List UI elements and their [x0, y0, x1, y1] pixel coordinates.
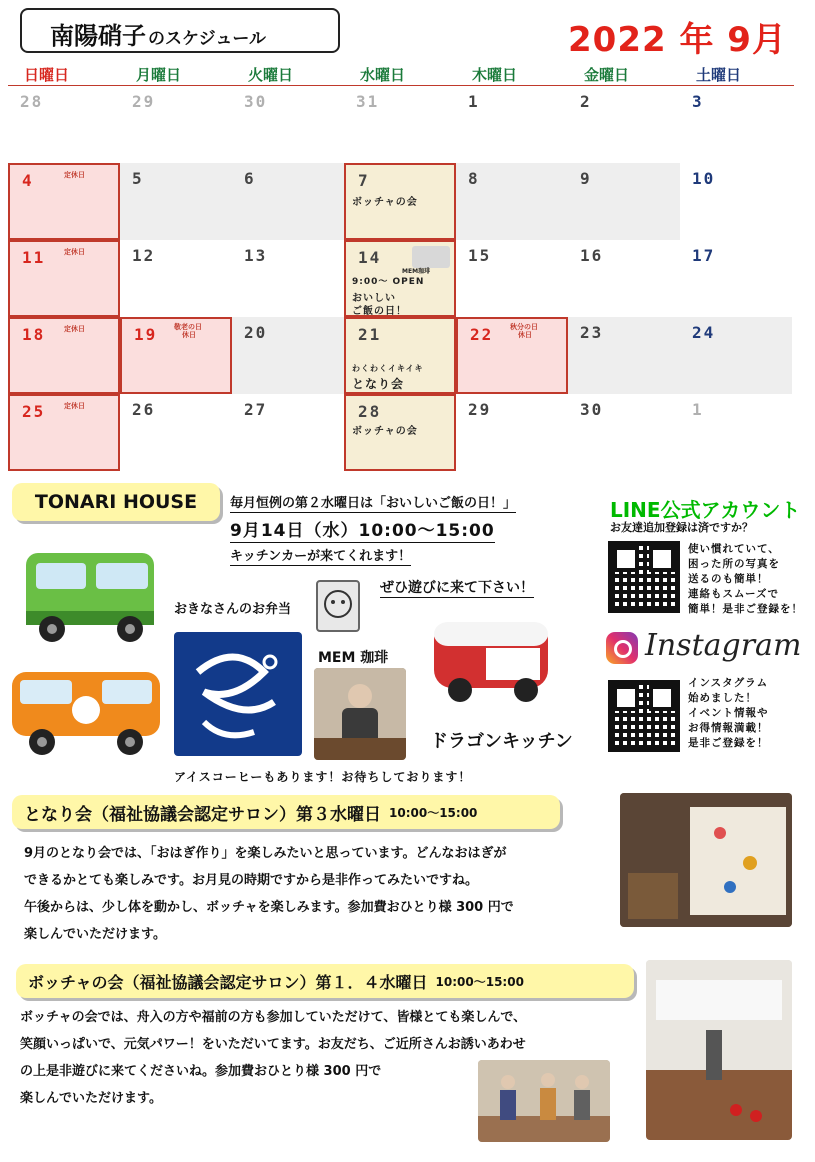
orange-van-image — [6, 664, 166, 764]
boccia-photo-room — [646, 960, 792, 1140]
day-number: 19 — [134, 325, 158, 344]
instagram-qr-code[interactable] — [608, 680, 680, 752]
day-number: 15 — [468, 246, 492, 265]
day-number: 5 — [132, 169, 144, 188]
tonari-kai-heading: となり会（福祉協議会認定サロン）第３水曜日 10:00〜15:00 — [12, 795, 560, 829]
closed-note: 定休日 — [64, 402, 85, 410]
day-number: 31 — [356, 92, 380, 111]
instagram-icon — [606, 632, 638, 664]
day-number: 16 — [580, 246, 604, 265]
line-description: 使い慣れていて、 困った所の写真を 送るのも簡単！ 連絡もスムーズで 簡単！是非ご登録を！ — [688, 543, 803, 615]
calendar-cell-event — [344, 394, 456, 471]
boccia-kai-body: ボッチャの会では、舟入の方や福前の方も参加していただけて、皆様とても楽しんで、 笑顔いっぱいで、元気パワー！をいただいてます。お友だち、ご近所さんお誘いあわせ の上是非遊びに来てくださいね。参加費おひとり様 300 円で 楽しんでいただけます。 — [20, 1010, 527, 1106]
day-number: 24 — [692, 323, 716, 342]
weekday-thu: 木曜日 — [472, 66, 518, 84]
dragon-caption: ドラゴンキッチン — [430, 731, 573, 752]
calendar-cell — [120, 240, 232, 317]
day-number: 13 — [244, 246, 268, 265]
day-number: 12 — [132, 246, 156, 265]
day-number: 29 — [132, 92, 156, 111]
kitchen-car-note: キッチンカーが来てくれます！ — [230, 549, 412, 564]
mem-caption: MEM 珈琲 — [318, 650, 389, 666]
calendar-cell — [120, 86, 232, 163]
monthly-note: 毎月恒例の第２水曜日は「おいしいご飯の日！」 — [230, 496, 517, 511]
calendar-cell-holiday — [456, 317, 568, 394]
day-number: 1 — [468, 92, 480, 111]
okina-logo — [316, 580, 360, 632]
day-number: 4 — [22, 171, 34, 190]
day-number: 3 — [692, 92, 704, 111]
tonari-event: となり会 — [352, 377, 405, 391]
weekday-tue: 火曜日 — [248, 66, 294, 84]
day-number: 17 — [692, 246, 716, 265]
calendar-cell — [568, 86, 680, 163]
tonari-kai-body: 9月のとなり会では、「おはぎ作り」を楽しみたいと思っています。どんなおはぎが できるかとても楽しみです。お月見の時期ですから是非作ってみたいですね。 午後からは、少し体を動かし、ボッチャを楽しみます。参加費おひとり様 300 円で 楽しんでいただけます。 — [24, 846, 514, 942]
waku-note: わくわくイキイキ — [352, 364, 424, 373]
calendar-cell-event — [344, 163, 456, 240]
calendar-cell-holiday — [8, 240, 120, 317]
oishii-line1: おいしい — [352, 293, 396, 304]
calendar-cell — [568, 240, 680, 317]
calendar-cell — [120, 394, 232, 471]
calendar-cell — [120, 163, 232, 240]
day-number: 20 — [244, 323, 268, 342]
line-account-heading: LINE公式アカウント — [610, 498, 801, 522]
day-number: 11 — [22, 248, 46, 267]
kyuujitsu-note: 休日 — [518, 331, 532, 339]
calendar-cell-holiday — [8, 317, 120, 394]
keiro-note: 敬老の日 — [174, 323, 202, 331]
calendar-cell — [568, 317, 680, 394]
closed-note: 定休日 — [64, 325, 85, 333]
day-number: 27 — [244, 400, 268, 419]
schedule-label: のスケジュール — [148, 29, 266, 49]
boccia-photo-players — [478, 1060, 610, 1142]
calendar-cell — [456, 394, 568, 471]
calendar-cell — [680, 240, 792, 317]
boccia-event: ボッチャの会 — [352, 197, 418, 208]
calendar-cell — [680, 394, 792, 471]
calendar-cell — [568, 394, 680, 471]
day-number: 6 — [244, 169, 256, 188]
okina-bento-image — [174, 632, 302, 756]
tonari-house-tag: TONARI HOUSE — [12, 483, 220, 521]
day-number: 1 — [692, 400, 704, 419]
calendar-cell — [232, 394, 344, 471]
mem-coffee-small: MEM珈琲 — [402, 268, 431, 275]
weekday-header — [8, 62, 794, 86]
day-number: 9 — [580, 169, 592, 188]
calendar-cell — [680, 163, 792, 240]
weekday-sat: 土曜日 — [696, 66, 742, 84]
day-number: 22 — [470, 325, 494, 344]
invite-note: ぜひ遊びに来て下さい！ — [380, 580, 534, 596]
oishii-line2: ご飯の日！ — [352, 306, 407, 317]
boccia-event: ボッチャの会 — [352, 426, 418, 437]
calendar-cell — [568, 163, 680, 240]
calendar-cell-holiday — [120, 317, 232, 394]
event-datetime: 9月14日（水）10:00〜15:00 — [230, 521, 495, 541]
instagram-description: インスタグラム 始めました！ イベント情報や お得情報満載！ 是非ご登録を！ — [688, 677, 769, 749]
day-number: 14 — [358, 248, 382, 267]
calendar-cell — [456, 86, 568, 163]
closed-note: 定休日 — [64, 171, 85, 179]
day-number: 2 — [580, 92, 592, 111]
day-number: 8 — [468, 169, 480, 188]
mem-coffee-photo — [314, 668, 406, 760]
calendar-cell — [232, 163, 344, 240]
calendar-cell — [456, 163, 568, 240]
calendar-cell — [680, 317, 792, 394]
calendar-cell-holiday — [8, 163, 120, 240]
calendar-cell-event — [344, 240, 456, 317]
calendar-cell — [680, 86, 792, 163]
day-number: 30 — [244, 92, 268, 111]
calendar-cell — [456, 240, 568, 317]
calendar-cell — [232, 86, 344, 163]
calendar-cell — [344, 86, 456, 163]
schedule-title-box — [20, 8, 340, 53]
day-number: 7 — [358, 171, 370, 190]
bento-caption: おきなさんのお弁当 — [174, 602, 292, 617]
day-number: 28 — [358, 402, 382, 421]
calendar-cell — [232, 240, 344, 317]
line-qr-code[interactable] — [608, 541, 680, 613]
mem-coffee-logo — [412, 246, 450, 268]
kyuujitsu-note: 休日 — [182, 331, 196, 339]
calendar-cell-holiday — [8, 394, 120, 471]
instagram-wordmark: Instagram — [645, 628, 802, 663]
ice-coffee-note: アイスコーヒーもあります！お待ちしております！ — [174, 770, 472, 784]
tonari-kai-photo — [620, 793, 792, 927]
day-number: 30 — [580, 400, 604, 419]
day-number: 21 — [358, 325, 382, 344]
day-number: 25 — [22, 402, 46, 421]
weekday-fri: 金曜日 — [584, 66, 630, 84]
day-number: 23 — [580, 323, 604, 342]
day-number: 26 — [132, 400, 156, 419]
boccia-kai-heading: ボッチャの会（福祉協議会認定サロン）第１．４水曜日 10:00〜15:00 — [16, 964, 634, 998]
calendar-cell-event — [344, 317, 456, 394]
month-title: 2022 年 9月 — [568, 20, 787, 60]
weekday-wed: 水曜日 — [360, 66, 406, 84]
open-time: 9:00〜 OPEN — [352, 277, 425, 287]
calendar-cell — [232, 317, 344, 394]
weekday-mon: 月曜日 — [136, 66, 182, 84]
closed-note: 定休日 — [64, 248, 85, 256]
dragon-kitchen-image — [430, 612, 552, 708]
day-number: 28 — [20, 92, 44, 111]
day-number: 18 — [22, 325, 46, 344]
calendar-cell — [8, 86, 120, 163]
weekday-sun: 日曜日 — [24, 66, 70, 84]
shubun-note: 秋分の日 — [510, 323, 538, 331]
company-name: 南陽硝子 — [50, 22, 146, 50]
line-account-sub: お友達追加登録は済ですか？ — [610, 521, 753, 534]
day-number: 10 — [692, 169, 716, 188]
day-number: 29 — [468, 400, 492, 419]
green-van-image — [18, 541, 166, 651]
